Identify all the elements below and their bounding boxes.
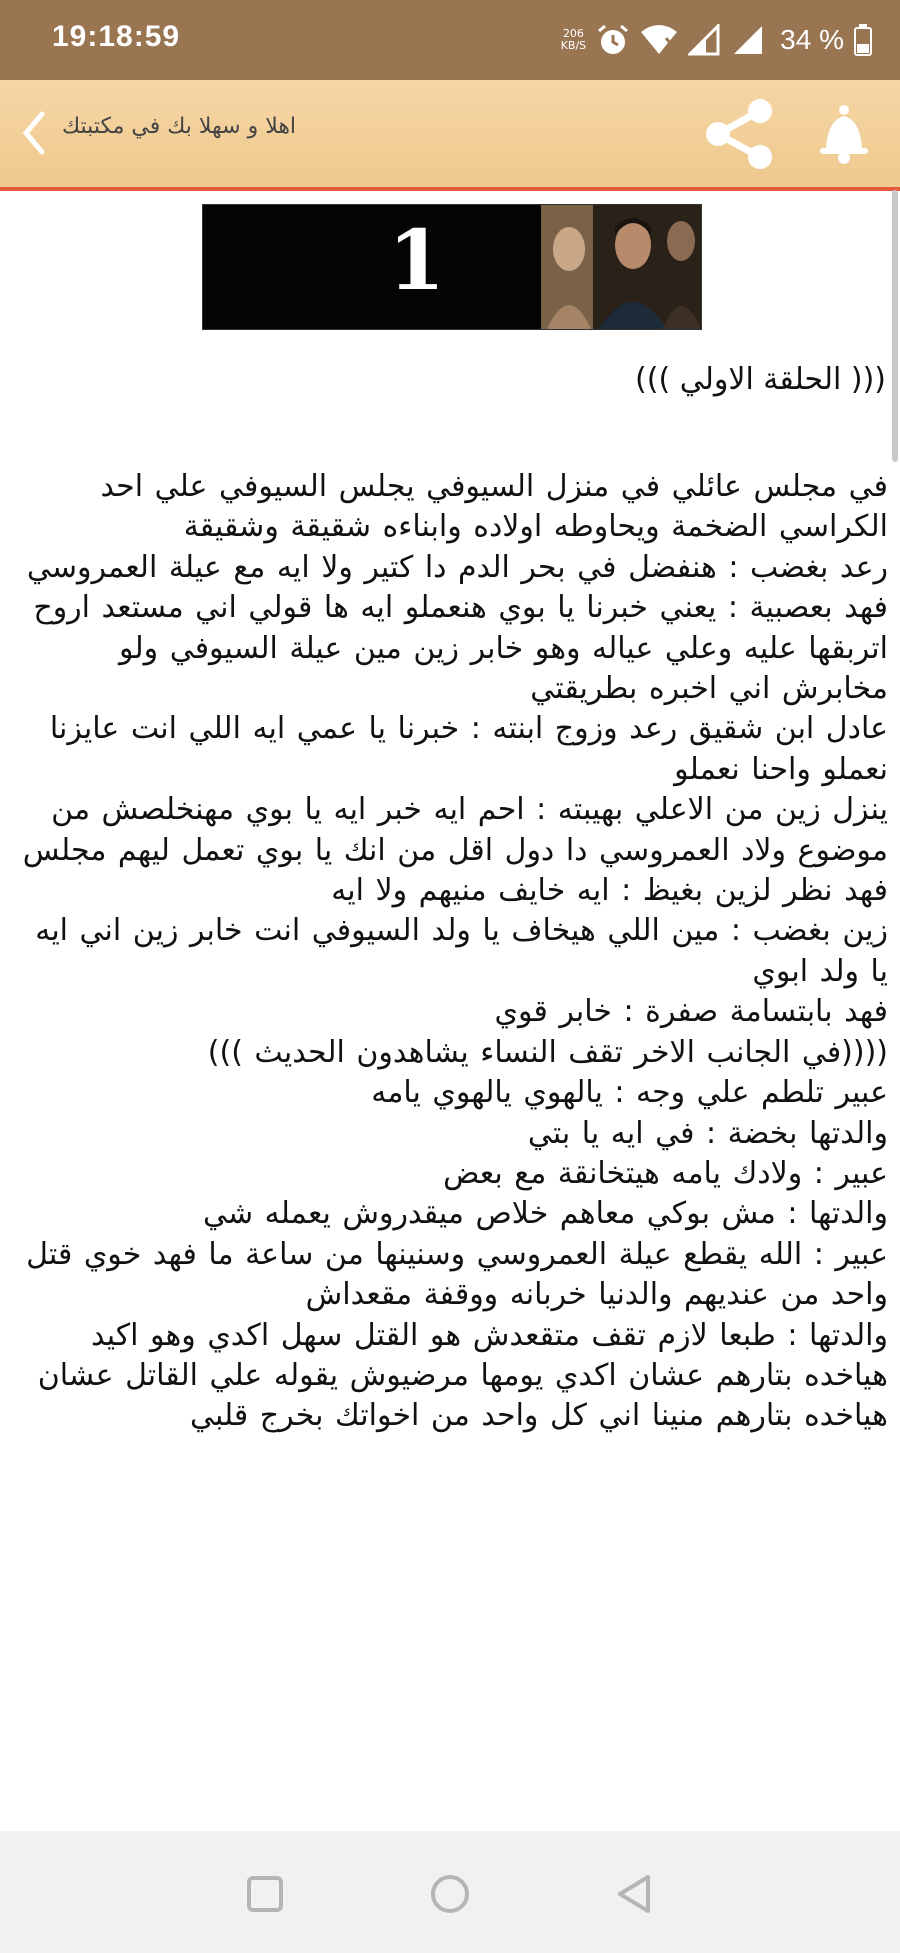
status-time: 19:18:59 [52, 20, 181, 53]
speed-icon [561, 28, 586, 52]
story-paragraph: عبير تلطم علي وجه : يالهوي يالهوي يامه [371, 1075, 888, 1111]
story-paragraph: فهد بعصبية : يعني خبرنا يا بوي هنعملو ايه ها قولي اني مستعد اروح اتربقها عليه وعلي عياله وهو خابر زين مين عيلة السيوفي ولو مخابرش اني اخبره بطريقتي [33, 590, 888, 707]
story-paragraph: والدتها بخضة : في ايه يا بتي [527, 1115, 888, 1151]
story-paragraph: عبير : ولادك يامه هيتخانقة مع بعض [443, 1155, 888, 1191]
home-circle-icon[interactable] [425, 1869, 475, 1919]
net-speed-unit: KB/S [560, 39, 587, 52]
scrollbar[interactable] [892, 190, 898, 462]
story-paragraph: زين بغضب : مين اللي هيخاف يا ولد السيوفي انت خابر زين اني ايه يا ولد ابوي [35, 913, 888, 989]
banner-photo [541, 205, 701, 329]
signal-icon [732, 24, 766, 56]
story-paragraph: والدتها : طبعا لازم تقف متقعدش هو القتل سهل اكدي وهو اكيد هياخده بتارهم عشان اكدي يومها مرضيوش يقوله علي القاتل عشان هياخده بتارهم منينا اني كل واحد من اخواتك بخرج قلبي [37, 1317, 888, 1434]
story-paragraph: في مجلس عائلي في منزل السيوفي يجلس السيوفي علي احد الكراسي الضخمة ويحاوطه اولاده وابناءه شقيقة وشقيقة [100, 469, 888, 545]
wifi-icon [640, 24, 678, 56]
story-paragraph: فهد نظر لزين بغيظ : ايه خايف منيهم ولا ايه [331, 873, 888, 909]
story-paragraph: والدتها : مش بوكي معاهم خلاص ميقدروش يعمله شي [202, 1196, 888, 1232]
story-paragraph: عبير : الله يقطع عيلة العمروسي وسنينها من ساعة ما فهد خوي قتل واحد من عنديهم والدنيا خربانه ووقفة مقعداش [26, 1236, 888, 1313]
signal-icon [688, 24, 722, 56]
story-paragraph: فهد بابتسامة صفرة : خابر قوي [494, 994, 888, 1030]
story-content[interactable] [0, 191, 900, 1831]
app-title: اهلا و سهلا بك في مكتبتك [62, 114, 297, 139]
share-icon[interactable] [700, 98, 780, 170]
status-icons [561, 18, 872, 62]
status-bar [0, 0, 900, 80]
story-paragraph: ((((في الجانب الاخر تقف النساء يشاهدون الحديث ))) [207, 1034, 888, 1070]
bell-icon[interactable] [812, 102, 876, 166]
app-bar [0, 80, 900, 191]
story-title: ((( الحلقة الاولي ))) [635, 362, 886, 397]
story-paragraph: رعد بغضب : هنفضل في بحر الدم دا كتير ولا ايه مع عيلة العمروسي [26, 549, 888, 585]
back-chevron-icon[interactable] [14, 108, 54, 158]
story-paragraph: عادل ابن شقيق رعد وزوج ابنته : خبرنا يا عمي ايه اللي انت عايزنا نعملو واحنا نعملو [49, 711, 888, 787]
story-paragraph: ينزل زين من الاعلي بهيبته : احم ايه خبر ايه يا بوي مهنخلصش من موضوع ولاد العمروسي دا دول اقل من انك يا بوي تعمل ليهم مجلس [22, 792, 888, 868]
system-nav-bar [0, 1831, 900, 1953]
story-text [18, 467, 888, 1437]
net-speed-value: 206 [562, 27, 584, 40]
recents-square-icon[interactable] [240, 1869, 290, 1919]
battery-icon [854, 24, 872, 56]
banner-digit: 1 [388, 213, 446, 309]
back-triangle-icon[interactable] [610, 1869, 660, 1919]
chapter-banner [202, 204, 702, 330]
alarm-icon [596, 23, 630, 57]
battery-percent: 34 % [780, 24, 844, 55]
